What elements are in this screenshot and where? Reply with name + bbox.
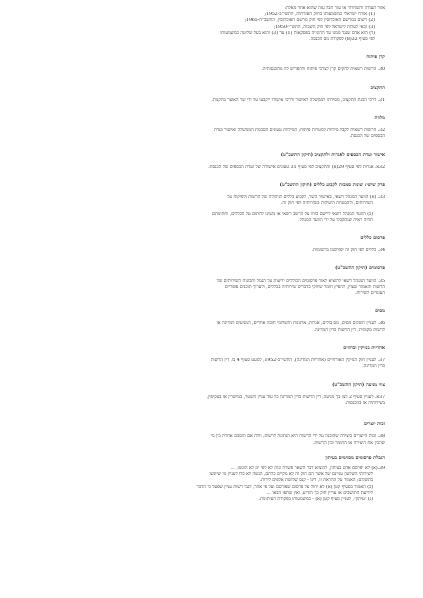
paragraph-line: שהכין את היצירה או החומר ובין הרשות. — [313, 440, 385, 446]
section-heading: הגבלת פרסומים מסוימים בעיתון — [325, 454, 385, 461]
section-paragraph — [40, 279, 385, 298]
paragraph-line: 32א. אגרות לפי סעיף 29(א) והתקציב לפי סעיף 31 טעונים אישורה של ועדת הכספים של הכנסת. — [208, 164, 385, 170]
paragraph-line: כדין המדינה. — [362, 364, 385, 370]
section-paragraph — [40, 358, 385, 370]
section-heading: אישור ועדת הכספים לאגרות ולתקציב (תיקון התשכ"ט) — [280, 151, 385, 158]
paragraph-line: 34. כללים לפי חוק זה יפורסמו ברשומות. — [311, 248, 385, 254]
paragraph-line: 37א. לעניין סעיף 2 לצו בך מניעה, דין הרשות כדין המדינה כל עוד עניין השטר, במישרין או בעקיפין, — [206, 394, 385, 400]
intro-item: (1) אזרח ישראלי כמשמעותו בחוק האזרחות, התשי"ב-1952; — [264, 12, 375, 18]
paragraph-line: לרשות מקומית, דין הרשות כדין המדינה. — [313, 327, 385, 333]
intro-item: (ד) הוא אדם שנגד ממנו עד ההונייה בפסקאות (1) עד (3) והוא בעל שליטה כמשמעותו — [220, 30, 375, 36]
paragraph-line: הכספים של הכנסת. — [349, 134, 385, 140]
section-heading: פרסום כללים — [360, 235, 385, 242]
paragraph-line: תהיה ראיה שנתקבלו על ידי הוועד המנהל. — [298, 217, 373, 223]
intro-item: (3) זכאי לעלות לישראל לפי חוק השבות, התש"י-1950; — [273, 24, 375, 30]
paragraph-line: 38. זכות היוצרים ביצירה שהוכנה על ידי הרשות היא הנתונה לרשות, וולת אם הוסכם אחרת בין מי — [210, 434, 385, 440]
paragraph-line: 36. לעניין תשלום מסים, מס בולים, אגרות, ארנונות ותשלומי חובה אחרים, המגיעים למדינה או — [216, 321, 385, 327]
section-paragraph — [40, 248, 385, 254]
section-paragraph — [40, 395, 385, 407]
paragraph-line: 39.(א) לא יפרסם אדם בעיתון, להוציא דבר השאר פשרה ונות לא לפי ימ לא הוגשו, ... — [230, 465, 385, 471]
paragraph-line: השירותים, ולהבטחת היעילות בשירותיה לפי חוק זה. — [280, 201, 373, 207]
paragraph-line: (ב) האמור בסעיף קטן (א) לא יחול על פרסום שפורסם ועל פי אחר, לגבי רשות עניין שפעל כי הדבר — [196, 484, 373, 490]
paragraph-line: הרשות והאמור שצוין, להפיץ חומר שיווקי בדבריס שירותיה בכללים, ולערוך תוכנים פופריים — [224, 284, 385, 290]
paragraph-line: (ב) הוועד המנהל רשאי ליישם כוחו על הרשב רשאי או משיגו לחתום על הכללים, וחתימתם — [211, 211, 373, 217]
paragraph-line: לשירותי השלטון עניינם של אשר הם חוק זה לא מקיים כלתם, הגשה לא כלו לעניין מי שיוגשו — [209, 472, 373, 478]
section-heading: צווי מניעה (תיקון התשכ"ט) — [332, 381, 385, 388]
section-paragraph — [40, 195, 385, 224]
section-paragraph — [40, 67, 385, 73]
paragraph-line: 37. לעניין חוק הנזיקין האזרחיים (אחריות המדינה), התשי"ב-1952, למעט סעיף 4 בו, דין הרשות — [210, 358, 385, 364]
section-paragraph — [40, 98, 385, 104]
paragraph-line: העוגדים לשירות. — [355, 291, 385, 297]
paragraph-line: בתשלום; האמור על ההראת זו, דינו - קנס שלושת אלפים לירות. — [259, 478, 373, 484]
section-paragraph — [40, 321, 385, 333]
section-heading: פרסומים (תיקון התשכ"ט) — [335, 265, 385, 272]
intro-text: אזור תעודה והשחרור או עזר חבל עזה שהוא אחד מאלה: — [284, 6, 385, 11]
section-heading: מלוות — [374, 115, 385, 122]
intro-block — [40, 6, 385, 43]
section-heading: התקציב — [370, 84, 385, 91]
paragraph-line: (ג) ״עיתון״, לעניין סעיף קטן (א) - כמשמעותו בפקודת העיתונות. — [258, 496, 373, 502]
section-heading: מסים — [375, 308, 385, 315]
paragraph-line: 33. (א) הוועד המנהל רשאי, באישור השר, לקבוע כללים לניהולה של הרשות ולפיקוח על — [227, 195, 385, 201]
section-heading: פרק שישי: שונות סמכות לקבוע כללים (תיקון התשכ"ט) — [279, 182, 385, 189]
section-paragraph — [40, 434, 385, 446]
paragraph-line: 35. הוועד המנהל רשאי להוציא לאור פרסומים הכוללים ידיעות על הנמל ותכונות השירותים של — [216, 278, 385, 284]
paragraph-line: בשירותיה או בהכנסות. — [344, 400, 385, 406]
paragraph-line: לידיעת התושבים או עדיין חוק כך הודיע, ואין שתפו הבאו ... — [266, 490, 373, 496]
section-heading: קרן פיתוח — [366, 54, 385, 61]
paragraph-line: 31. דרכי הכנת התקציב, מסירתו לממשלה לאישור ודרכי אישורו ייקבעו על ידי שר האוצר בתקנות. — [211, 97, 385, 103]
paragraph-line: 30. הרשות רשאית להקים קרן לצרכי פיתוח ולהפריש לה מהכנסותיה. — [261, 67, 385, 73]
section-paragraph — [40, 165, 385, 171]
section-paragraph — [40, 128, 385, 140]
section-heading: זכות יוצרים — [363, 421, 385, 428]
section-paragraph — [40, 466, 385, 503]
intro-item: לפי סעיף 32(8) לפקודת מס הכנסה. — [309, 37, 375, 43]
section-heading: אחריות בנזיקין ובחוזים — [343, 344, 385, 351]
intro-item: (2) רשום במרשם האוכלוסין לפי חוק מרשם האוכלוסין, התשכ"ה-1965; — [244, 18, 375, 24]
paragraph-line: 32. הרשות רשאית לקבל מילוות למטרות פיתוח; המילוות טעונים הסכמת הממשלה ואישור ועדת — [214, 128, 385, 134]
